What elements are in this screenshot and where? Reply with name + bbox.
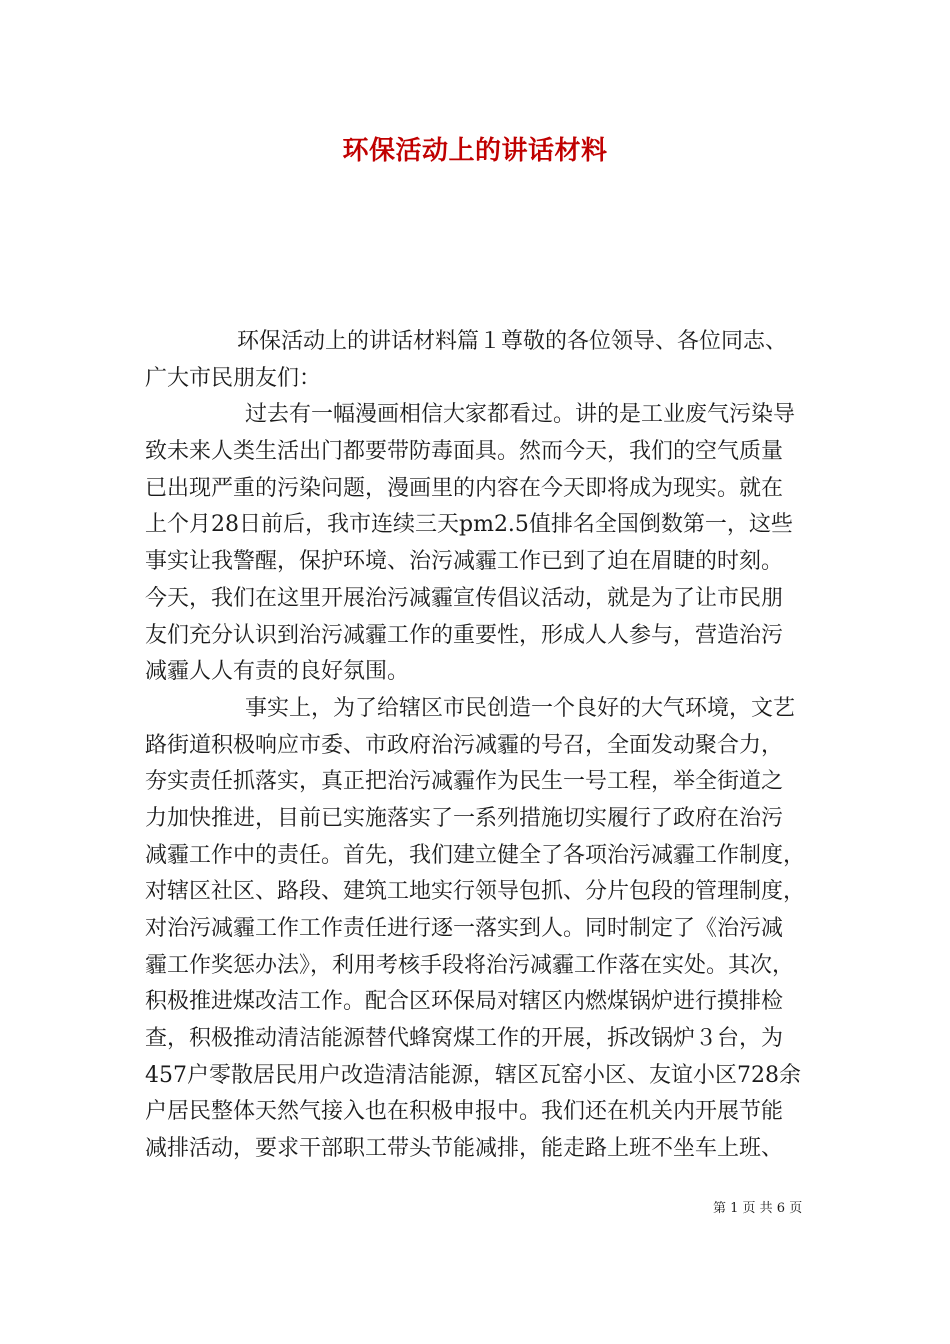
document-title: 环保活动上的讲话材料 bbox=[342, 136, 608, 166]
text-line: 友们充分认识到治污减霾工作的重要性，形成人人参与，营造治污 bbox=[145, 622, 784, 648]
text-line: 夯实责任抓落实，真正把治污减霾作为民生一号工程，举全街道之 bbox=[145, 769, 784, 795]
text-line: 减霾人人有责的良好氛围。 bbox=[145, 659, 410, 685]
text-line: 积极推进煤改洁工作。配合区环保局对辖区内燃煤锅炉进行摸排检 bbox=[145, 989, 784, 1015]
page-number-footer: 第 1 页 共 6 页 bbox=[713, 1201, 803, 1216]
text-line: 对辖区社区、路段、建筑工地实行领导包抓、分片包段的管理制度， bbox=[145, 879, 806, 905]
text-line: 致未来人类生活出门都要带防毒面具。然而今天，我们的空气质量 bbox=[145, 439, 784, 465]
text-line: 已出现严重的污染问题，漫画里的内容在今天即将成为现实。就在 bbox=[145, 475, 784, 501]
text-line: 户居民整体天然气接入也在积极申报中。我们还在机关内开展节能 bbox=[145, 1099, 784, 1125]
text-line: 环保活动上的讲话材料篇１尊敬的各位领导、各位同志、 bbox=[237, 329, 788, 354]
text-line: 对治污减霾工作工作责任进行逐一落实到人。同时制定了《治污减 bbox=[145, 916, 784, 941]
text-line: 霾工作奖惩办法》，利用考核手段将治污减霾工作落在实处。其次， bbox=[145, 952, 795, 978]
text-line: 457户零散居民用户改造清洁能源，辖区瓦窑小区、友谊小区728余 bbox=[145, 1062, 801, 1088]
text-line: 事实上，为了给辖区市民创造一个良好的大气环境，文艺 bbox=[245, 695, 796, 721]
text-line: 上个月28日前后，我市连续三天pm2.5值排名全国倒数第一，这些 bbox=[145, 512, 793, 538]
text-line: 广大市民朋友们： bbox=[145, 365, 322, 391]
document-body bbox=[145, 324, 810, 1168]
text-line: 减排活动，要求干部职工带头节能减排，能走路上班不坐车上班、 bbox=[145, 1136, 784, 1162]
text-line: 减霾工作中的责任。首先，我们建立健全了各项治污减霾工作制度， bbox=[145, 842, 806, 868]
text-line: 力加快推进，目前已实施落实了一系列措施切实履行了政府在治污 bbox=[145, 805, 784, 831]
text-line: 事实让我警醒，保护环境、治污减霾工作已到了迫在眉睫的时刻。 bbox=[145, 549, 784, 575]
text-line: 过去有一幅漫画相信大家都看过。讲的是工业废气污染导 bbox=[245, 402, 796, 428]
text-line: 路街道积极响应市委、市政府治污减霾的号召，全面发动聚合力， bbox=[145, 732, 784, 758]
text-line: 查，积极推动清洁能源替代蜂窝煤工作的开展，拆改锅炉３台，为 bbox=[145, 1026, 784, 1052]
text-line: 今天，我们在这里开展治污减霾宣传倡议活动，就是为了让市民朋 bbox=[145, 585, 784, 611]
